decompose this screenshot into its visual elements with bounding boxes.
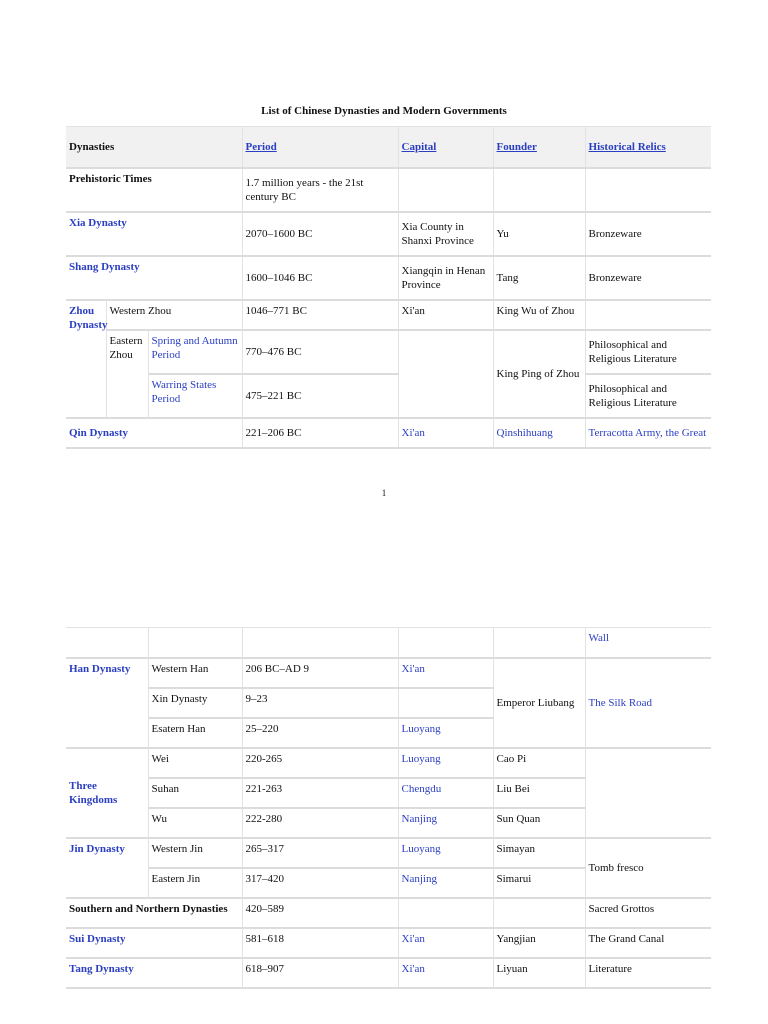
relics-cell: The Grand Canal	[585, 928, 711, 958]
founder-cell: King Ping of Zhou	[493, 330, 585, 418]
dynasties-table-page-2	[66, 627, 711, 989]
relics-cell: Literature	[585, 958, 711, 988]
empty-cell	[398, 628, 493, 658]
capital-link[interactable]: Luoyang	[398, 748, 493, 778]
capital-cell	[398, 330, 493, 418]
period-cell: 9–23	[242, 688, 398, 718]
dynasty-link[interactable]: Xia Dynasty	[66, 212, 242, 256]
period-cell: 618–907	[242, 958, 398, 988]
table-row	[66, 330, 711, 374]
relics-link[interactable]: Terracotta Army, the Great	[585, 418, 711, 448]
table-row	[66, 418, 711, 448]
founder-cell: Tang	[493, 256, 585, 300]
capital-cell: Xi'an	[398, 300, 493, 330]
header-capital-cell	[398, 127, 493, 169]
header-dynasties: Dynasties	[66, 127, 242, 169]
founder-cell	[493, 898, 585, 928]
period-cell: 317–420	[242, 868, 398, 898]
founder-cell: Liyuan	[493, 958, 585, 988]
founder-link[interactable]: Qinshihuang	[493, 418, 585, 448]
relics-cell: Philosophical and Religious Literature	[585, 330, 711, 374]
period-name-link[interactable]: Spring and Autumn Period	[148, 330, 242, 374]
sub-dynasty: Wu	[148, 808, 242, 838]
period-cell: 221-263	[242, 778, 398, 808]
table-row	[66, 748, 711, 778]
relics-cell: Tomb fresco	[585, 838, 711, 898]
founder-cell: Sun Quan	[493, 808, 585, 838]
period-cell: 1.7 million years - the 21st century BC	[242, 168, 398, 212]
period-cell: 220-265	[242, 748, 398, 778]
relics-cell	[585, 300, 711, 330]
period-cell: 475–221 BC	[242, 374, 398, 418]
sub-dynasty: Xin Dynasty	[148, 688, 242, 718]
table-row	[66, 658, 711, 688]
founder-cell: Yu	[493, 212, 585, 256]
period-cell: 221–206 BC	[242, 418, 398, 448]
capital-link[interactable]: Nanjing	[398, 868, 493, 898]
capital-link[interactable]: Xi'an	[398, 928, 493, 958]
page-number: 1	[381, 488, 387, 498]
table-row	[66, 300, 711, 330]
relics-cell: Bronzeware	[585, 256, 711, 300]
capital-link[interactable]: Chengdu	[398, 778, 493, 808]
capital-link[interactable]: Nanjing	[398, 808, 493, 838]
founder-cell: Cao Pi	[493, 748, 585, 778]
founder-cell: Yangjian	[493, 928, 585, 958]
period-cell: 25–220	[242, 718, 398, 748]
empty-cell	[148, 628, 242, 658]
founder-cell: Simarui	[493, 868, 585, 898]
dynasty-name: Southern and Northern Dynasties	[66, 898, 242, 928]
sub-dynasty: Eastern Zhou	[106, 330, 148, 418]
table-row	[66, 838, 711, 868]
empty-cell	[493, 628, 585, 658]
period-cell: 420–589	[242, 898, 398, 928]
dynasty-link[interactable]: Jin Dynasty	[66, 838, 148, 898]
sub-dynasty: Western Han	[148, 658, 242, 688]
header-capital-link[interactable]: Capital	[401, 141, 437, 153]
period-cell: 1600–1046 BC	[242, 256, 398, 300]
sub-dynasty: Esatern Han	[148, 718, 242, 748]
dynasty-link[interactable]: Sui Dynasty	[66, 928, 242, 958]
capital-cell: Xiangqin in Henan Province	[398, 256, 493, 300]
relics-cell: Bronzeware	[585, 212, 711, 256]
period-cell: 2070–1600 BC	[242, 212, 398, 256]
table-row	[66, 958, 711, 988]
header-relics-link[interactable]: Historical Relics	[588, 141, 666, 153]
capital-cell: Xia County in Shanxi Province	[398, 212, 493, 256]
dynasty-link[interactable]: Tang Dynasty	[66, 958, 242, 988]
founder-cell: Liu Bei	[493, 778, 585, 808]
header-founder-link[interactable]: Founder	[496, 141, 537, 153]
sub-dynasty: Eastern Jin	[148, 868, 242, 898]
dynasty-link[interactable]: Shang Dynasty	[66, 256, 242, 300]
header-period-link[interactable]: Period	[245, 141, 277, 153]
period-cell: 1046–771 BC	[242, 300, 398, 330]
table-row	[66, 168, 711, 212]
dynasty-link[interactable]: Three Kingdoms	[66, 748, 148, 838]
capital-cell	[398, 168, 493, 212]
table-row	[66, 928, 711, 958]
table-row	[66, 898, 711, 928]
period-cell: 770–476 BC	[242, 330, 398, 374]
relics-cell: Philosophical and Religious Literature	[585, 374, 711, 418]
dynasty-link[interactable]: Qin Dynasty	[66, 418, 242, 448]
founder-cell: King Wu of Zhou	[493, 300, 585, 330]
relics-cell	[585, 168, 711, 212]
capital-link[interactable]: Xi'an	[398, 958, 493, 988]
capital-link[interactable]: Xi'an	[398, 658, 493, 688]
period-name-link[interactable]: Warring States Period	[148, 374, 242, 418]
capital-link[interactable]: Xi'an	[398, 418, 493, 448]
capital-link[interactable]: Luoyang	[398, 838, 493, 868]
capital-cell	[398, 898, 493, 928]
sub-dynasty: Wei	[148, 748, 242, 778]
table-header-row	[66, 127, 711, 169]
founder-cell	[493, 168, 585, 212]
empty-cell	[66, 628, 148, 658]
table-row	[66, 212, 711, 256]
table-row	[66, 256, 711, 300]
dynasties-table-page-1	[66, 126, 711, 449]
page-title: List of Chinese Dynasties and Modern Governments	[261, 105, 507, 117]
sub-dynasty: Suhan	[148, 778, 242, 808]
period-cell: 206 BC–AD 9	[242, 658, 398, 688]
sub-dynasty: Western Zhou	[106, 300, 242, 330]
dynasty-link[interactable]: Han Dynasty	[66, 658, 148, 748]
capital-cell	[398, 688, 493, 718]
relics-link[interactable]: The Silk Road	[585, 658, 711, 748]
table-row	[66, 628, 711, 658]
founder-cell: Simayan	[493, 838, 585, 868]
dynasty-link[interactable]: Zhou Dynasty	[66, 300, 106, 418]
header-founder-cell	[493, 127, 585, 169]
period-cell: 222-280	[242, 808, 398, 838]
relics-cell: Sacred Grottos	[585, 898, 711, 928]
period-cell: 581–618	[242, 928, 398, 958]
founder-cell: Emperor Liubang	[493, 658, 585, 748]
empty-cell	[242, 628, 398, 658]
sub-dynasty: Western Jin	[148, 838, 242, 868]
table-row	[66, 374, 711, 418]
relics-link[interactable]: Wall	[585, 628, 711, 658]
period-cell: 265–317	[242, 838, 398, 868]
header-period-cell	[242, 127, 398, 169]
dynasty-name: Prehistoric Times	[66, 168, 242, 212]
header-relics-cell	[585, 127, 711, 169]
relics-cell	[585, 748, 711, 838]
capital-link[interactable]: Luoyang	[398, 718, 493, 748]
